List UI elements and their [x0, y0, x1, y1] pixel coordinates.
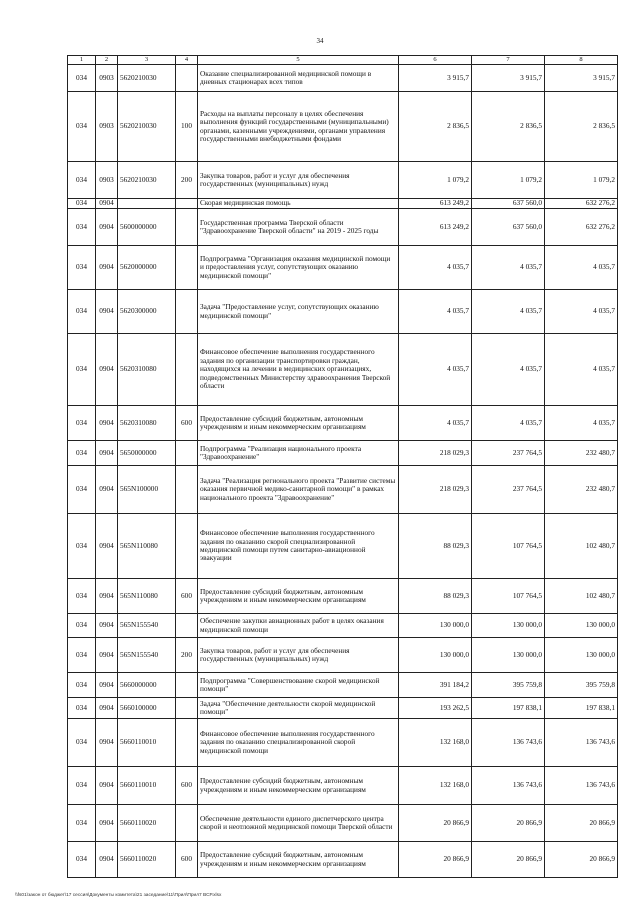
section-code-cell: 0904 [96, 209, 118, 246]
amount-2022-cell: 2 836,5 [545, 92, 618, 162]
target-article-cell: 5660110020 [118, 805, 176, 842]
section-code-cell: 0904 [96, 406, 118, 441]
target-article-cell: 5660100000 [118, 698, 176, 719]
expense-type-cell [176, 614, 198, 638]
amount-2022-cell: 130 000,0 [545, 614, 618, 638]
amount-2021-cell: 3 915,7 [472, 65, 545, 92]
amount-2022-cell: 20 866,9 [545, 842, 618, 878]
amount-2020-cell: 88 029,3 [399, 514, 472, 579]
amount-2020-cell: 130 000,0 [399, 638, 472, 673]
amount-2021-cell: 237 764,5 [472, 441, 545, 466]
amount-2020-cell: 193 262,5 [399, 698, 472, 719]
expense-type-cell: 100 [176, 92, 198, 162]
ministry-code-cell: 034 [68, 209, 96, 246]
target-article-cell: 565N155540 [118, 614, 176, 638]
expense-type-cell [176, 290, 198, 334]
description-cell: Финансовое обеспечение выполнения государственного задания по организации транспортировки граждан, находящихся на лечении в медицинских организациях, подведомственных Министерству здравоохранения Тверской области [198, 334, 399, 406]
header-cell: 4 [176, 56, 198, 65]
amount-2020-cell: 20 866,9 [399, 842, 472, 878]
description-cell: Обеспечение закупки авиационных работ в целях оказания медицинской помощи [198, 614, 399, 638]
amount-2021-cell: 4 035,7 [472, 290, 545, 334]
amount-2022-cell: 4 035,7 [545, 406, 618, 441]
amount-2022-cell: 632 276,2 [545, 199, 618, 209]
amount-2021-cell: 637 560,0 [472, 209, 545, 246]
section-code-cell: 0904 [96, 514, 118, 579]
section-code-cell: 0904 [96, 466, 118, 514]
expense-type-cell [176, 805, 198, 842]
table-row [68, 290, 618, 334]
target-article-cell: 5660110010 [118, 767, 176, 805]
description-cell: Подпрограмма "Совершенствование скорой медицинской помощи" [198, 673, 399, 698]
section-code-cell: 0903 [96, 65, 118, 92]
ministry-code-cell: 034 [68, 65, 96, 92]
table-row [68, 199, 618, 209]
description-cell: Расходы на выплаты персоналу в целях обеспечения выполнения функций государственными (муниципальными) органами, казенными учреждениями, органами управления государственными внебюджетными фондами [198, 92, 399, 162]
ministry-code-cell: 034 [68, 805, 96, 842]
table-row [68, 406, 618, 441]
amount-2022-cell: 136 743,6 [545, 767, 618, 805]
ministry-code-cell: 034 [68, 199, 96, 209]
expense-type-cell: 600 [176, 579, 198, 614]
target-article-cell: 5650000000 [118, 441, 176, 466]
table-row [68, 614, 618, 638]
table-row [68, 514, 618, 579]
amount-2021-cell: 107 764,5 [472, 579, 545, 614]
section-code-cell: 0904 [96, 334, 118, 406]
expense-type-cell [176, 334, 198, 406]
description-cell: Задача "Обеспечение деятельности скорой медицинской помощи" [198, 698, 399, 719]
amount-2021-cell: 107 764,5 [472, 514, 545, 579]
amount-2022-cell: 4 035,7 [545, 290, 618, 334]
amount-2022-cell: 1 079,2 [545, 162, 618, 199]
amount-2020-cell: 132 168,0 [399, 767, 472, 805]
section-code-cell: 0904 [96, 698, 118, 719]
ministry-code-cell: 034 [68, 290, 96, 334]
expense-type-cell [176, 466, 198, 514]
ministry-code-cell: 034 [68, 334, 96, 406]
amount-2022-cell: 197 838,1 [545, 698, 618, 719]
section-code-cell: 0904 [96, 842, 118, 878]
expense-type-cell [176, 246, 198, 290]
amount-2021-cell: 395 759,8 [472, 673, 545, 698]
section-code-cell: 0904 [96, 246, 118, 290]
header-cell: 8 [545, 56, 618, 65]
ministry-code-cell: 034 [68, 614, 96, 638]
description-cell: Скорая медицинская помощь [198, 199, 399, 209]
amount-2020-cell: 2 836,5 [399, 92, 472, 162]
amount-2021-cell: 136 743,6 [472, 719, 545, 767]
amount-2022-cell: 3 915,7 [545, 65, 618, 92]
amount-2020-cell: 132 168,0 [399, 719, 472, 767]
target-article-cell: 5620210030 [118, 92, 176, 162]
target-article-cell: 5660000000 [118, 673, 176, 698]
ministry-code-cell: 034 [68, 698, 96, 719]
amount-2021-cell: 2 836,5 [472, 92, 545, 162]
table-row [68, 162, 618, 199]
description-cell: Оказание специализированной медицинской помощи в дневных стационарах всех типов [198, 65, 399, 92]
header-cell: 7 [472, 56, 545, 65]
target-article-cell: 5620310080 [118, 406, 176, 441]
expense-type-cell: 200 [176, 162, 198, 199]
amount-2022-cell: 4 035,7 [545, 246, 618, 290]
amount-2022-cell: 20 866,9 [545, 805, 618, 842]
amount-2022-cell: 102 480,7 [545, 579, 618, 614]
description-cell: Предоставление субсидий бюджетным, автономным учреждениям и иным некоммерческим организациям [198, 579, 399, 614]
amount-2020-cell: 4 035,7 [399, 246, 472, 290]
description-cell: Закупка товаров, работ и услуг для обеспечения государственных (муниципальных) нужд [198, 162, 399, 199]
amount-2021-cell: 1 079,2 [472, 162, 545, 199]
amount-2021-cell: 20 866,9 [472, 842, 545, 878]
amount-2021-cell: 130 000,0 [472, 638, 545, 673]
expense-type-cell: 600 [176, 406, 198, 441]
amount-2021-cell: 4 035,7 [472, 246, 545, 290]
section-code-cell: 0903 [96, 162, 118, 199]
expense-type-cell [176, 673, 198, 698]
amount-2022-cell: 632 276,2 [545, 209, 618, 246]
amount-2021-cell: 637 560,0 [472, 199, 545, 209]
ministry-code-cell: 034 [68, 767, 96, 805]
description-cell: Задача "Предоставление услуг, сопутствующих оказанию медицинской помощи" [198, 290, 399, 334]
amount-2020-cell: 20 866,9 [399, 805, 472, 842]
description-cell: Государственная программа Тверской области "Здравоохранение Тверской области" на 2019 - 2025 годы [198, 209, 399, 246]
ministry-code-cell: 034 [68, 466, 96, 514]
table-row [68, 698, 618, 719]
amount-2022-cell: 130 000,0 [545, 638, 618, 673]
header-cell: 1 [68, 56, 96, 65]
amount-2020-cell: 218 029,3 [399, 466, 472, 514]
section-code-cell: 0904 [96, 638, 118, 673]
amount-2020-cell: 4 035,7 [399, 406, 472, 441]
amount-2021-cell: 197 838,1 [472, 698, 545, 719]
header-cell: 2 [96, 56, 118, 65]
description-cell: Обеспечение деятельности единого диспетчерского центра скорой и неотложной медицинской помощи Тверской области [198, 805, 399, 842]
table-row [68, 92, 618, 162]
ministry-code-cell: 034 [68, 441, 96, 466]
expense-type-cell [176, 65, 198, 92]
section-code-cell: 0904 [96, 579, 118, 614]
section-code-cell: 0904 [96, 673, 118, 698]
section-code-cell: 0904 [96, 614, 118, 638]
amount-2022-cell: 4 035,7 [545, 334, 618, 406]
target-article-cell: 5620310080 [118, 334, 176, 406]
ministry-code-cell: 034 [68, 514, 96, 579]
amount-2021-cell: 4 035,7 [472, 334, 545, 406]
description-cell: Подпрограмма "Организация оказания медицинской помощи и предоставления услуг, сопутствующих оказанию медицинской помощи" [198, 246, 399, 290]
file-path-footer: \\fs01\закон от бюджет\17 сессия\Документы комитета\21 заседание\11\Прил\Прил7 ВСР.xlsx [15, 893, 222, 898]
header-row [68, 56, 618, 65]
header-cell: 6 [399, 56, 472, 65]
amount-2021-cell: 237 764,5 [472, 466, 545, 514]
amount-2020-cell: 3 915,7 [399, 65, 472, 92]
section-code-cell: 0904 [96, 199, 118, 209]
target-article-cell: 565N100000 [118, 466, 176, 514]
amount-2021-cell: 130 000,0 [472, 614, 545, 638]
amount-2020-cell: 4 035,7 [399, 290, 472, 334]
description-cell: Финансовое обеспечение выполнения государственного задания по оказанию специализированной скорой медицинской помощи [198, 719, 399, 767]
amount-2022-cell: 232 480,7 [545, 441, 618, 466]
amount-2021-cell: 4 035,7 [472, 406, 545, 441]
expense-type-cell: 600 [176, 842, 198, 878]
description-cell: Подпрограмма "Реализация национального проекта "Здравоохранение" [198, 441, 399, 466]
table-row [68, 65, 618, 92]
ministry-code-cell: 034 [68, 92, 96, 162]
expense-type-cell: 600 [176, 767, 198, 805]
amount-2020-cell: 88 029,3 [399, 579, 472, 614]
description-cell: Предоставление субсидий бюджетным, автономным учреждениям и иным некоммерческим организациям [198, 406, 399, 441]
description-cell: Предоставление субсидий бюджетным, автономным учреждениям и иным некоммерческим организациям [198, 767, 399, 805]
table-row [68, 638, 618, 673]
ministry-code-cell: 034 [68, 719, 96, 767]
target-article-cell: 5620210030 [118, 162, 176, 199]
header-cell: 3 [118, 56, 176, 65]
page-number: 34 [316, 37, 324, 45]
ministry-code-cell: 034 [68, 638, 96, 673]
amount-2021-cell: 136 743,6 [472, 767, 545, 805]
target-article-cell: 565N110080 [118, 579, 176, 614]
table-row [68, 719, 618, 767]
ministry-code-cell: 034 [68, 246, 96, 290]
section-code-cell: 0904 [96, 805, 118, 842]
budget-table [67, 55, 618, 878]
ministry-code-cell: 034 [68, 842, 96, 878]
description-cell: Предоставление субсидий бюджетным, автономным учреждениям и иным некоммерческим организациям [198, 842, 399, 878]
description-cell: Закупка товаров, работ и услуг для обеспечения государственных (муниципальных) нужд [198, 638, 399, 673]
ministry-code-cell: 034 [68, 162, 96, 199]
expense-type-cell: 200 [176, 638, 198, 673]
ministry-code-cell: 034 [68, 406, 96, 441]
table-row [68, 466, 618, 514]
section-code-cell: 0904 [96, 290, 118, 334]
target-article-cell: 5620000000 [118, 246, 176, 290]
target-article-cell: 5660110020 [118, 842, 176, 878]
ministry-code-cell: 034 [68, 579, 96, 614]
table-row [68, 767, 618, 805]
expense-type-cell [176, 719, 198, 767]
target-article-cell: 5660110010 [118, 719, 176, 767]
amount-2020-cell: 130 000,0 [399, 614, 472, 638]
table-row [68, 246, 618, 290]
description-cell: Финансовое обеспечение выполнения государственного задания по оказанию скорой специализированной медицинской помощи путем санитарно-авиационной эвакуации [198, 514, 399, 579]
section-code-cell: 0904 [96, 767, 118, 805]
expense-type-cell [176, 209, 198, 246]
target-article-cell: 5620210030 [118, 65, 176, 92]
amount-2021-cell: 20 866,9 [472, 805, 545, 842]
table-row [68, 579, 618, 614]
amount-2022-cell: 232 480,7 [545, 466, 618, 514]
table-row [68, 805, 618, 842]
amount-2020-cell: 613 249,2 [399, 209, 472, 246]
amount-2020-cell: 613 249,2 [399, 199, 472, 209]
target-article-cell [118, 199, 176, 209]
amount-2020-cell: 391 184,2 [399, 673, 472, 698]
target-article-cell: 565N110080 [118, 514, 176, 579]
section-code-cell: 0903 [96, 92, 118, 162]
table-row [68, 209, 618, 246]
ministry-code-cell: 034 [68, 673, 96, 698]
amount-2020-cell: 218 029,3 [399, 441, 472, 466]
table-row [68, 334, 618, 406]
section-code-cell: 0904 [96, 719, 118, 767]
expense-type-cell [176, 698, 198, 719]
table-row [68, 441, 618, 466]
description-cell: Задача "Реализация регионального проекта "Развитие системы оказания первичной медико-санитарной помощи" в рамках национального проекта "Здравоохранение" [198, 466, 399, 514]
amount-2022-cell: 102 480,7 [545, 514, 618, 579]
section-code-cell: 0904 [96, 441, 118, 466]
expense-type-cell [176, 199, 198, 209]
amount-2022-cell: 395 759,8 [545, 673, 618, 698]
amount-2020-cell: 1 079,2 [399, 162, 472, 199]
target-article-cell: 5620300000 [118, 290, 176, 334]
target-article-cell: 5600000000 [118, 209, 176, 246]
expense-type-cell [176, 514, 198, 579]
expense-type-cell [176, 441, 198, 466]
table-row [68, 673, 618, 698]
table-row [68, 842, 618, 878]
amount-2022-cell: 136 743,6 [545, 719, 618, 767]
amount-2020-cell: 4 035,7 [399, 334, 472, 406]
header-cell: 5 [198, 56, 399, 65]
target-article-cell: 565N155540 [118, 638, 176, 673]
